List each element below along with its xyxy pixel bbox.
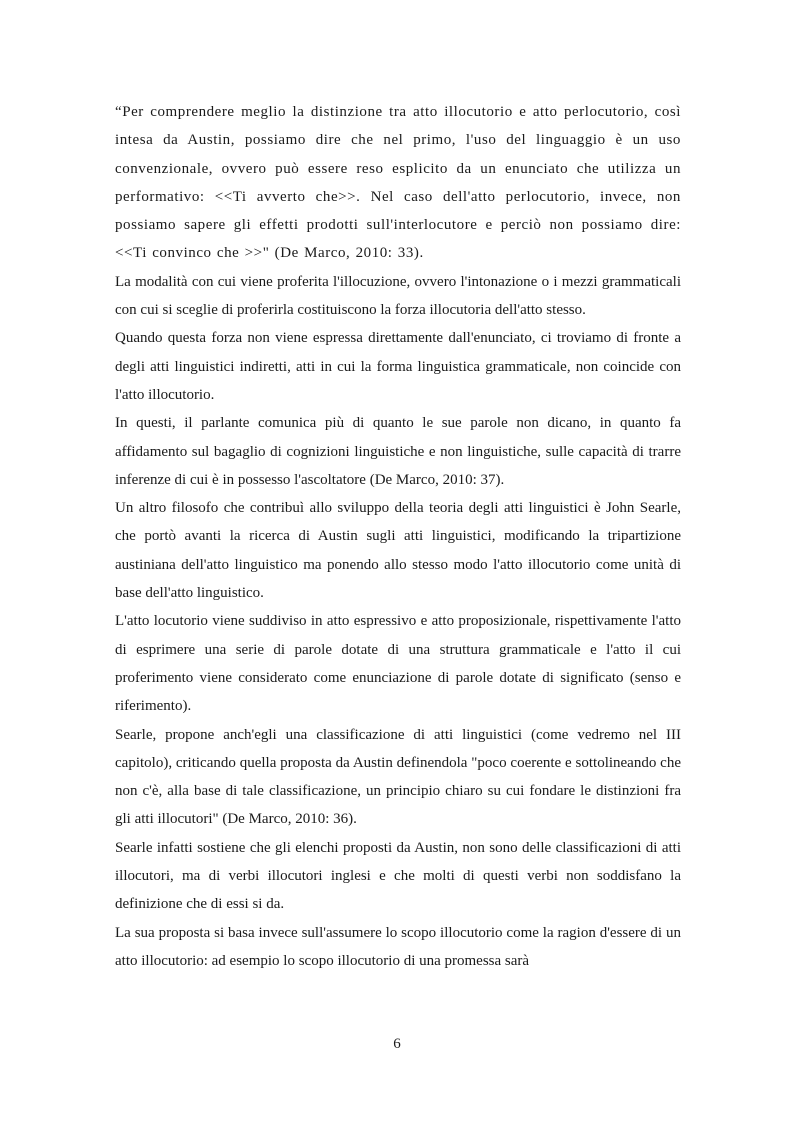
body-text: [115, 98, 681, 975]
paragraph-locutionary-act: L'atto locutorio viene suddiviso in atto espressivo e atto proposizionale, rispettivamente l'atto di esprimere una serie di parole dotate di una struttura grammaticale e l'atto il cui proferimento viene considerato come enunciazione di parole dotate di significato (senso e riferimento).: [115, 613, 681, 715]
paragraph-searle-lists: Searle infatti sostiene che gli elenchi proposti da Austin, non sono delle classificazioni di atti illocutori, ma di verbi illocutori inglesi e che molti di questi verbi non soddisfano la definizione che di essi si da.: [115, 839, 681, 913]
paragraph-illocutionary-purpose: La sua proposta si basa invece sull'assumere lo scopo illocutorio come la ragion d'essere di un atto illocutorio: ad esempio lo scopo illocutorio di una promessa sarà: [115, 924, 681, 969]
paragraph-searle-intro: Un altro filosofo che contribuì allo sviluppo della teoria degli atti linguistici è John Searle, che portò avanti la ricerca di Austin sugli atti linguistici, modificando la tripartizione austiniana dell'atto linguistico ma ponendo allo stesso modo l'atto illocutorio come unità di base dell'atto linguistico.: [115, 500, 681, 602]
paragraph-searle-classification: Searle, propone anch'egli una classificazione di atti linguistici (come vedremo nel III capitolo), criticando quella proposta da Austin definendola "poco coerente e sottolineando che non c'è, alla base di tale classificazione, un principio chiaro su cui fondare le distinzioni fra gli atti illocutori" (De Marco, 2010: 36).: [115, 726, 681, 828]
page-number: 6: [393, 1036, 401, 1052]
paragraph-indirect-acts: Quando questa forza non viene espressa direttamente dall'enunciato, ci troviamo di fronte a degli atti linguistici indiretti, atti in cui la forma linguistica grammaticale, non coincide con l'atto illocutorio.: [115, 330, 681, 403]
paragraph-quote-austin: “Per comprendere meglio la distinzione tra atto illocutorio e atto perlocutorio, così intesa da Austin, possiamo dire che nel primo, l'uso del linguaggio è un uso convenzionale, ovvero può essere reso esplicito da un enunciato che utilizza un performativo: <<Ti avverto che>>. Nel caso dell'atto perlocutorio, invece, non possiamo sapere gli effetti prodotti sull'interlocutore e perciò non possiamo dire: <<Ti convinco che >>" (De Marco, 2010: 33).: [115, 104, 681, 262]
paragraph-speaker-communicates: In questi, il parlante comunica più di quanto le sue parole non dicano, in quanto fa affidamento sul bagaglio di cognizioni linguistiche e non linguistiche, sulle capacità di trarre inferenze di cui è in possesso l'ascoltatore (De Marco, 2010: 37).: [115, 415, 681, 488]
paragraph-illocutionary-force: La modalità con cui viene proferita l'illocuzione, ovvero l'intonazione o i mezzi grammaticali con cui si sceglie di proferirla costituiscono la forza illocutoria dell'atto stesso.: [115, 273, 681, 319]
